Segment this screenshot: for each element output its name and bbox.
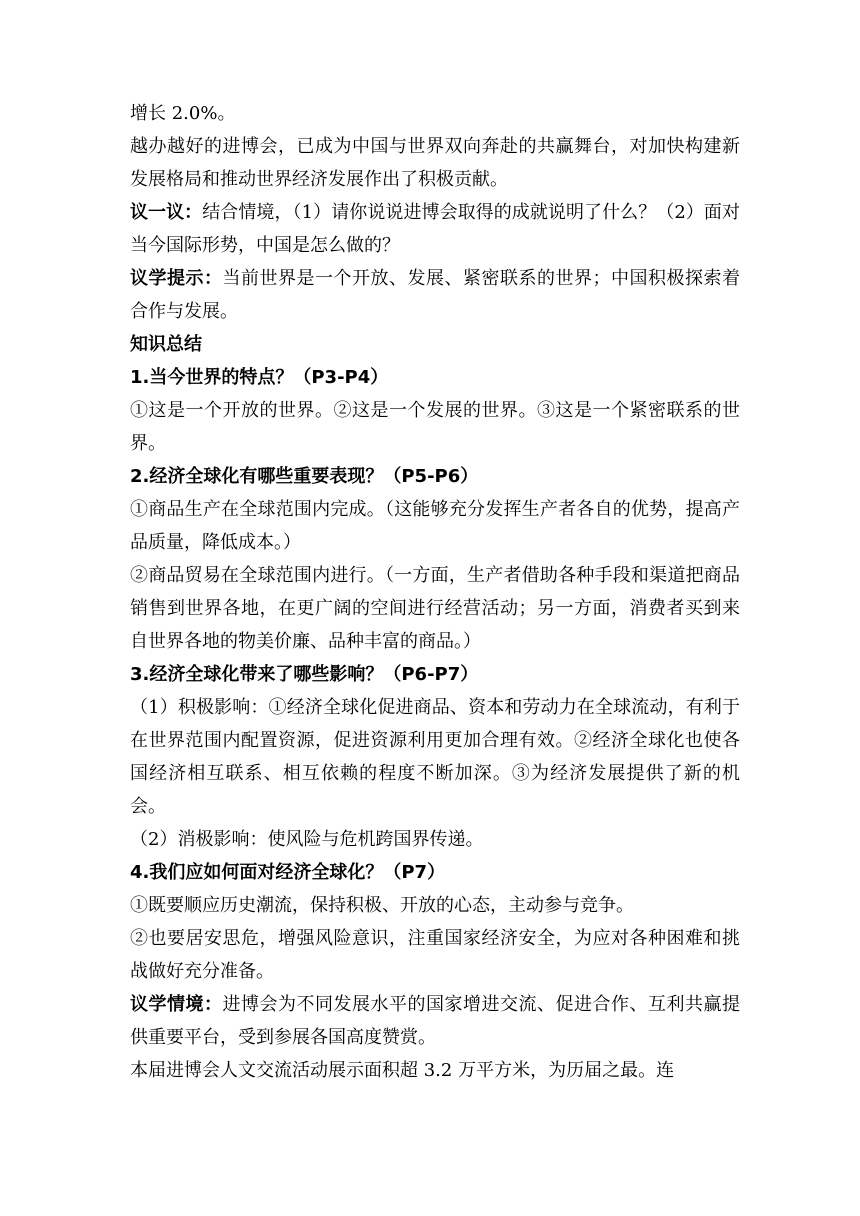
- question-2-item-1: ①商品生产在全球范围内完成。（这能够充分发挥生产者各自的优势，提高产品质量，降低成本。）: [130, 499, 740, 553]
- paragraph-expo-stage: 越办越好的进博会，已成为中国与世界双向奔赴的共赢舞台，对加快构建新发展格局和推动世界经济发展作出了积极贡献。: [130, 136, 740, 190]
- question-2-item-2: ②商品贸易在全球范围内进行。（一方面，生产者借助各种手段和渠道把商品销售到世界各地，在更广阔的空间进行经营活动；另一方面，消费者买到来自世界各地的物美价廉、品种丰富的商品。）: [130, 565, 740, 652]
- scenario-text: 进博会为不同发展水平的国家增进交流、促进合作、互利共赢提供重要平台，受到参展各国高度赞赏。: [130, 994, 740, 1048]
- hint-label: 议学提示：: [130, 268, 223, 289]
- scenario-block: [130, 988, 740, 1054]
- discussion-label: 议一议：: [130, 202, 203, 223]
- hint-text: 当前世界是一个开放、发展、紧密联系的世界；中国积极探索着合作与发展。: [130, 268, 740, 322]
- discussion-block: [130, 196, 740, 262]
- summary-heading: 知识总结: [130, 334, 202, 355]
- question-2-heading: 2.经济全球化有哪些重要表现？（P5-P6）: [130, 466, 479, 487]
- discussion-text: 结合情境，（1）请你说说进博会取得的成就说明了什么？（2）面对当今国际形势，中国是怎么做的？: [130, 202, 740, 256]
- question-3-positive: （1）积极影响：①经济全球化促进商品、资本和劳动力在全球流动，有利于在世界范围内配置资源，促进资源利用更加合理有效。②经济全球化也使各国经济相互联系、相互依赖的程度不断加深。③为经济发展提供了新的机会。: [130, 697, 740, 817]
- paragraph-exhibition-area: 本届进博会人文交流活动展示面积超 3.2 万平方米，为历届之最。连: [130, 1060, 675, 1081]
- paragraph-growth: 增长 2.0%。: [130, 103, 236, 124]
- question-4-item-2: ②也要居安思危，增强风险意识，注重国家经济安全，为应对各种困难和挑战做好充分准备。: [130, 928, 740, 982]
- question-4-heading: 4.我们应如何面对经济全球化？（P7）: [130, 862, 446, 883]
- question-1-heading: 1.当今世界的特点？（P3-P4）: [130, 367, 389, 388]
- hint-block: [130, 262, 740, 328]
- question-1-answer: ①这是一个开放的世界。②这是一个发展的世界。③这是一个紧密联系的世界。: [130, 400, 740, 454]
- question-4-item-1: ①既要顺应历史潮流，保持积极、开放的心态，主动参与竞争。: [130, 895, 634, 916]
- question-3-heading: 3.经济全球化带来了哪些影响？（P6-P7）: [130, 664, 479, 685]
- scenario-label: 议学情境：: [130, 994, 223, 1015]
- document-page: [130, 97, 740, 1087]
- question-3-negative: （2）消极影响：使风险与危机跨国界传递。: [130, 829, 484, 850]
